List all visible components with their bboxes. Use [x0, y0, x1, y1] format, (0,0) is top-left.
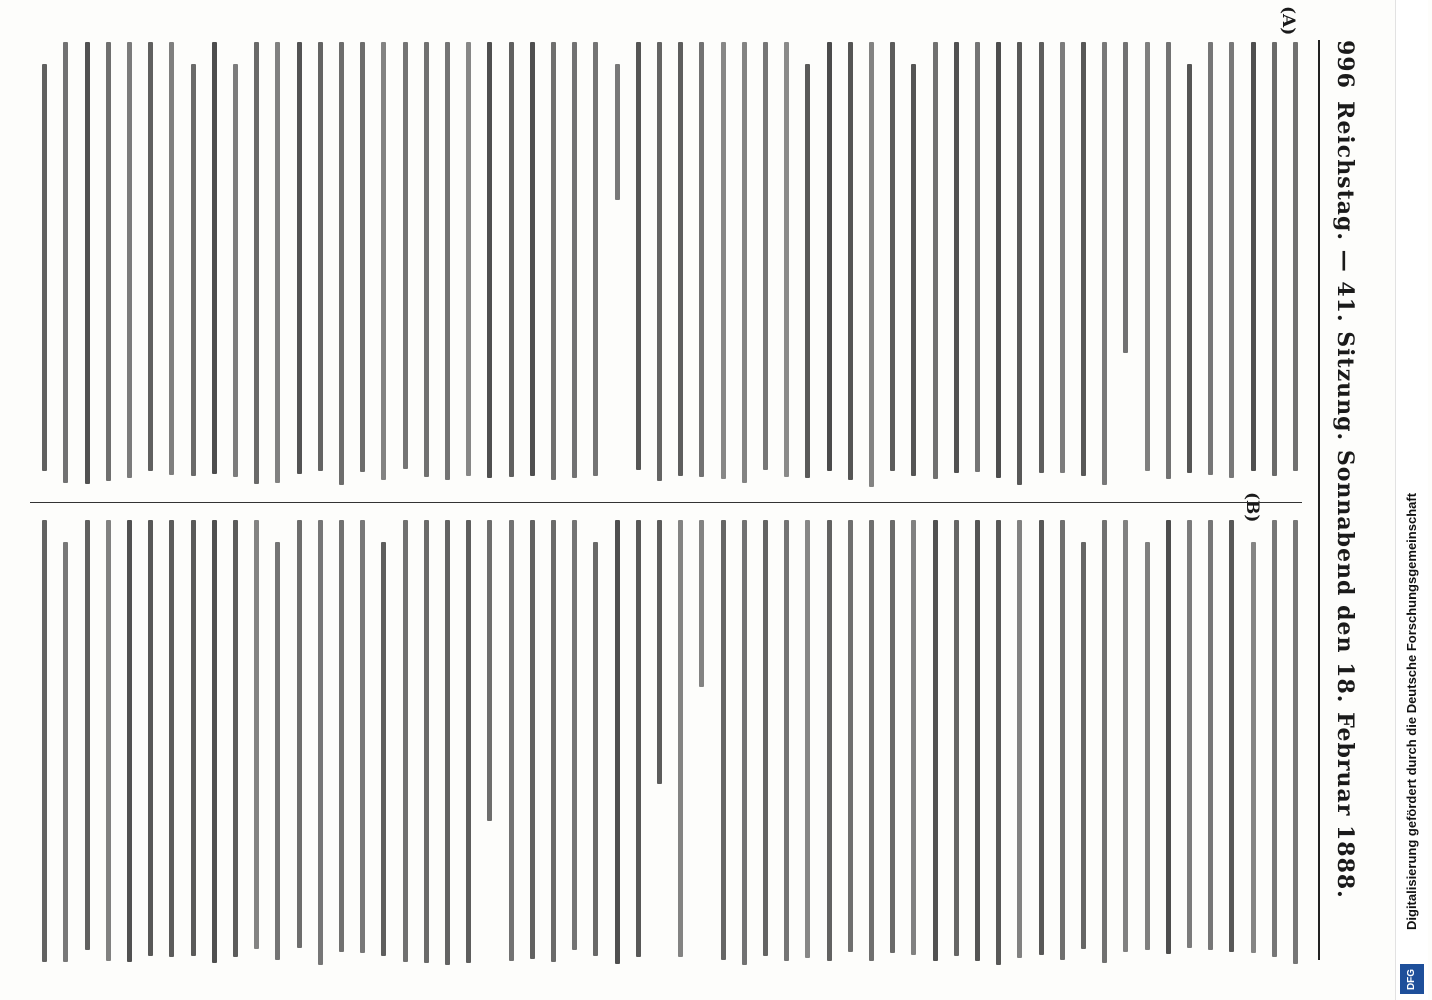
text-line — [1123, 520, 1128, 952]
text-line — [63, 542, 68, 962]
text-line — [933, 520, 938, 961]
text-line — [339, 520, 344, 952]
digitization-credit-bar — [1395, 0, 1428, 1000]
text-column-right — [30, 520, 1302, 965]
text-line — [572, 42, 577, 478]
text-line — [42, 520, 47, 962]
text-line — [699, 42, 704, 477]
text-line — [1229, 42, 1234, 478]
text-line — [678, 42, 683, 476]
text-line — [636, 42, 641, 470]
text-line — [890, 42, 895, 471]
text-line — [1187, 64, 1192, 473]
text-line — [848, 520, 853, 952]
text-line — [1229, 520, 1234, 952]
text-line — [466, 42, 471, 476]
text-line — [106, 520, 111, 961]
text-line — [954, 520, 959, 956]
text-line — [975, 42, 980, 472]
text-line — [509, 520, 514, 961]
text-line — [85, 42, 90, 484]
text-line — [424, 42, 429, 477]
dfg-logo — [1400, 964, 1424, 994]
text-line — [890, 520, 895, 953]
text-line — [954, 42, 959, 473]
text-line — [212, 42, 217, 474]
text-line — [1060, 520, 1065, 960]
text-line — [191, 64, 196, 476]
text-line — [869, 520, 874, 961]
column-marker-a: (A) — [1278, 6, 1298, 36]
text-line — [784, 520, 789, 961]
text-line — [615, 520, 620, 964]
text-line — [127, 520, 132, 962]
text-line — [403, 42, 408, 469]
text-line — [297, 42, 302, 474]
text-line — [297, 520, 302, 948]
text-line — [805, 520, 810, 958]
text-line — [360, 42, 365, 472]
text-line — [445, 42, 450, 480]
header-rule — [1318, 40, 1320, 960]
text-line — [360, 520, 365, 953]
text-line — [551, 520, 556, 962]
text-column-left — [30, 42, 1302, 487]
text-line — [869, 42, 874, 487]
text-line — [1251, 542, 1256, 953]
text-line — [445, 520, 450, 965]
text-line — [1039, 520, 1044, 955]
text-line — [615, 64, 620, 200]
page-number: 996 — [1332, 40, 1358, 89]
text-line — [1272, 42, 1277, 476]
text-line — [530, 520, 535, 959]
text-line — [1102, 42, 1107, 485]
text-line — [657, 520, 662, 784]
text-line — [1017, 520, 1022, 958]
text-line — [169, 42, 174, 475]
text-line — [1081, 542, 1086, 949]
text-line — [1272, 520, 1277, 957]
text-line — [996, 520, 1001, 965]
text-line — [233, 520, 238, 957]
text-line — [1102, 520, 1107, 963]
text-line — [1145, 542, 1150, 950]
text-line — [127, 42, 132, 478]
text-line — [805, 64, 810, 478]
text-line — [509, 42, 514, 477]
text-line — [318, 520, 323, 965]
text-line — [933, 42, 938, 479]
text-line — [1293, 42, 1298, 471]
text-line — [1208, 520, 1213, 950]
text-line — [106, 42, 111, 481]
text-line — [275, 542, 280, 960]
text-line — [911, 64, 916, 476]
text-line — [466, 520, 471, 963]
digitization-credit-text: Digitalisierung gefördert durch die Deutsche Forschungsgemeinschaft — [1404, 492, 1419, 930]
text-line — [1060, 42, 1065, 473]
text-line — [212, 520, 217, 963]
running-head — [1328, 40, 1358, 960]
text-line — [763, 42, 768, 470]
text-line — [403, 520, 408, 962]
text-line — [1208, 42, 1213, 475]
text-line — [1145, 42, 1150, 471]
text-line — [1293, 520, 1298, 964]
text-line — [827, 42, 832, 471]
text-line — [424, 520, 429, 963]
text-line — [381, 42, 386, 480]
text-line — [339, 42, 344, 485]
text-line — [763, 520, 768, 956]
text-line — [318, 42, 323, 471]
column-divider — [30, 502, 1302, 503]
text-line — [381, 542, 386, 956]
text-line — [784, 42, 789, 477]
text-line — [636, 520, 641, 957]
text-line — [42, 64, 47, 471]
dfg-logo-text: DFG — [1406, 968, 1418, 990]
text-line — [827, 520, 832, 961]
text-line — [254, 42, 259, 484]
text-line — [678, 520, 683, 957]
text-line — [593, 542, 598, 956]
text-line — [572, 520, 577, 950]
text-line — [1251, 42, 1256, 471]
text-line — [742, 520, 747, 965]
running-head-title: Reichstag. — 41. Sitzung. Sonnabend den 18. Februar 1888. — [1332, 101, 1358, 899]
text-line — [996, 42, 1001, 478]
text-line — [742, 42, 747, 483]
column-marker-b: (B) — [1242, 492, 1262, 523]
text-line — [551, 42, 556, 480]
text-line — [487, 520, 492, 821]
text-line — [530, 42, 535, 476]
text-line — [63, 42, 68, 483]
text-line — [85, 520, 90, 950]
text-line — [487, 42, 492, 478]
text-line — [593, 42, 598, 476]
text-line — [275, 42, 280, 483]
text-line — [1187, 520, 1192, 948]
text-line — [975, 520, 980, 961]
text-line — [1039, 42, 1044, 473]
text-line — [191, 520, 196, 956]
text-line — [1081, 42, 1086, 476]
text-line — [148, 42, 153, 471]
text-line — [233, 64, 238, 477]
text-line — [848, 42, 853, 480]
text-line — [1166, 42, 1171, 479]
text-line — [721, 520, 726, 960]
text-line — [1123, 42, 1128, 353]
text-line — [1166, 520, 1171, 954]
text-line — [721, 42, 726, 479]
text-line — [911, 520, 916, 955]
text-line — [699, 520, 704, 687]
text-line — [148, 520, 153, 956]
text-line — [254, 520, 259, 949]
text-line — [169, 520, 174, 957]
text-line — [1017, 42, 1022, 485]
text-line — [657, 42, 662, 481]
